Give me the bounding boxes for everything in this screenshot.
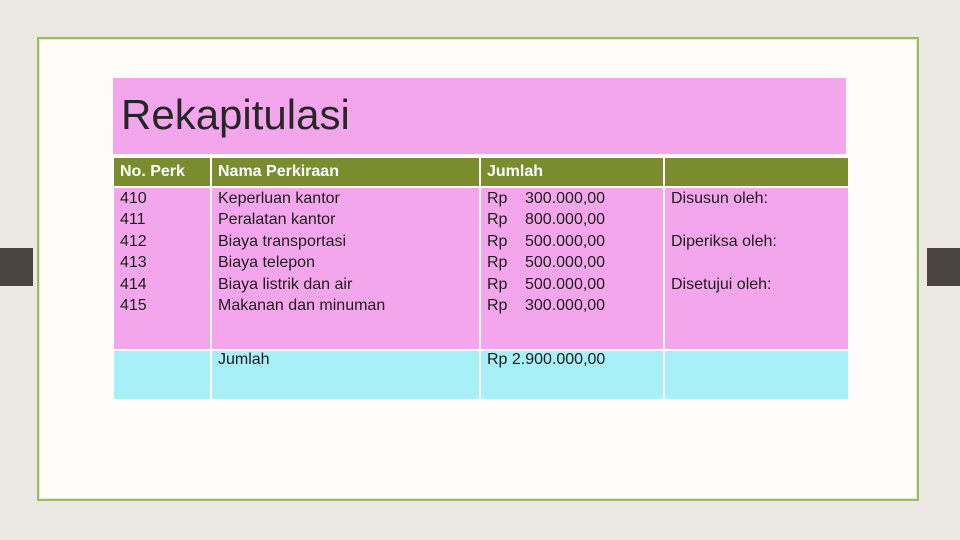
amount-value: 500.000,00 bbox=[525, 275, 606, 293]
amount-line bbox=[487, 274, 657, 295]
table-header-row bbox=[113, 157, 849, 187]
signature-checked-by: Diperiksa oleh: bbox=[671, 232, 777, 250]
account-name: Biaya telepon bbox=[218, 254, 315, 272]
account-names-cell bbox=[211, 187, 480, 350]
slide-title: Rekapitulasi bbox=[121, 91, 350, 138]
total-empty-cell bbox=[113, 350, 211, 400]
table-total-row bbox=[113, 350, 849, 400]
amount-value: 500.000,00 bbox=[525, 232, 606, 250]
account-name: Biaya transportasi bbox=[218, 232, 347, 250]
currency-label: Rp bbox=[487, 232, 508, 250]
total-empty-signature-cell bbox=[664, 350, 849, 400]
header-nama-perkiraan: Nama Perkiraan bbox=[211, 157, 480, 187]
account-number: 411 bbox=[120, 211, 146, 229]
currency-label: Rp bbox=[487, 254, 508, 272]
account-name: Peralatan kantor bbox=[218, 211, 336, 229]
signature-prepared-by: Disusun oleh: bbox=[671, 190, 768, 207]
account-number: 412 bbox=[120, 232, 147, 250]
amount-line bbox=[487, 252, 657, 273]
amount-line bbox=[487, 295, 657, 316]
amount-value: 800.000,00 bbox=[525, 211, 606, 229]
amount-value: 500.000,00 bbox=[525, 254, 606, 272]
header-no-perk: No. Perk bbox=[113, 157, 211, 187]
signatures-cell bbox=[664, 187, 849, 350]
title-band bbox=[113, 78, 846, 154]
left-decorative-tab bbox=[0, 248, 33, 286]
account-number: 413 bbox=[120, 254, 147, 272]
header-jumlah: Jumlah bbox=[480, 157, 664, 187]
amount-line bbox=[487, 231, 657, 252]
amount-line bbox=[487, 209, 657, 230]
account-numbers-cell bbox=[113, 187, 211, 350]
account-number: 414 bbox=[120, 275, 147, 293]
account-name: Keperluan kantor bbox=[218, 190, 340, 207]
currency-label: Rp bbox=[487, 211, 508, 229]
account-name: Biaya listrik dan air bbox=[218, 275, 353, 293]
signature-approved-by: Disetujui oleh: bbox=[671, 275, 772, 293]
currency-label: Rp bbox=[487, 190, 508, 207]
right-decorative-tab bbox=[927, 248, 960, 286]
amount-value: 300.000,00 bbox=[525, 297, 606, 315]
total-label: Jumlah bbox=[211, 350, 480, 400]
amount-value: 300.000,00 bbox=[525, 190, 606, 207]
account-name: Makanan dan minuman bbox=[218, 297, 386, 315]
currency-label: Rp bbox=[487, 275, 508, 293]
amounts-cell bbox=[480, 187, 664, 350]
account-number: 415 bbox=[120, 297, 147, 315]
recap-table bbox=[112, 156, 850, 401]
amount-line bbox=[487, 188, 657, 209]
total-value: Rp 2.900.000,00 bbox=[480, 350, 664, 400]
header-empty bbox=[664, 157, 849, 187]
table-body-row bbox=[113, 187, 849, 350]
account-number: 410 bbox=[120, 190, 147, 207]
currency-label: Rp bbox=[487, 297, 508, 315]
